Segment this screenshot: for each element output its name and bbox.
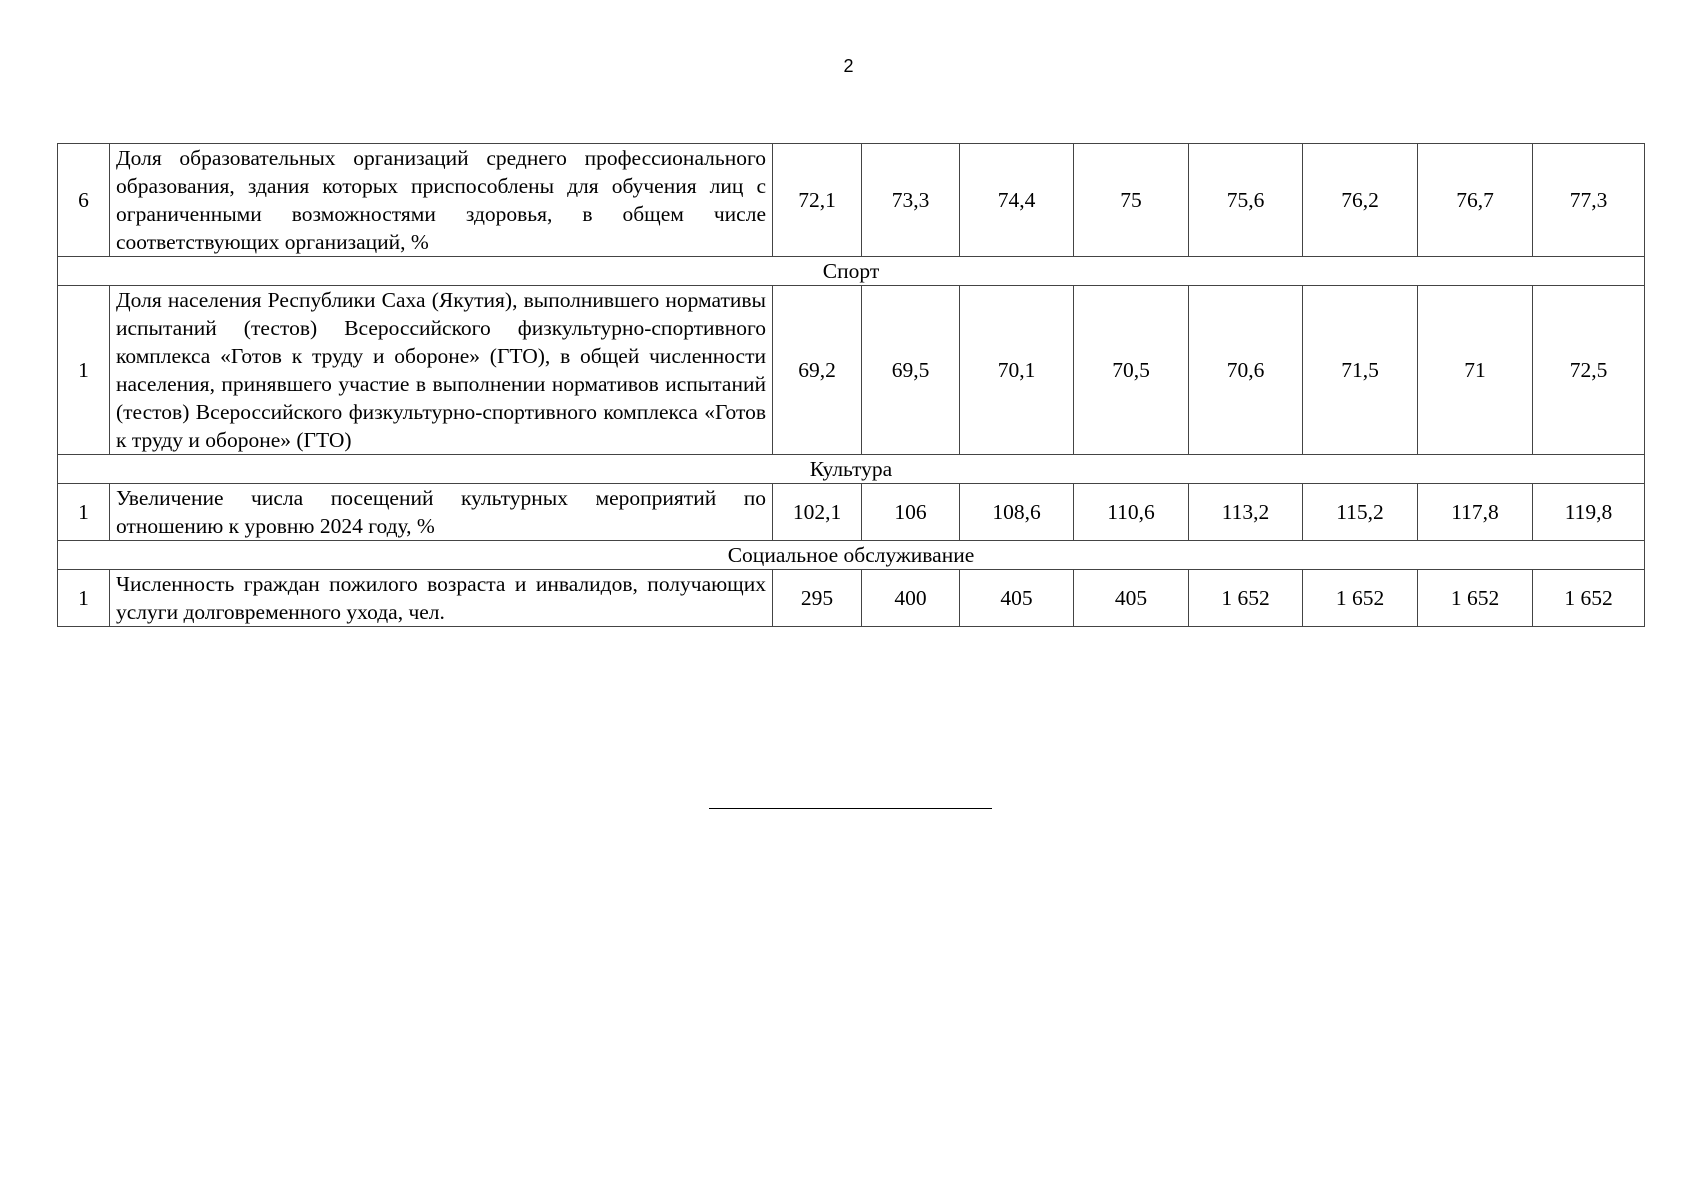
indicator-description: Увеличение числа посещений культурных мероприятий по отношению к уровню 2024 году, % xyxy=(110,484,773,541)
indicator-value: 70,6 xyxy=(1189,286,1303,455)
indicator-value: 73,3 xyxy=(862,144,960,257)
row-number: 1 xyxy=(58,484,110,541)
indicator-description: Доля населения Республики Саха (Якутия), выполнившего нормативы испытаний (тестов) Всероссийского физкультурно-спортивного комплекса «Готов к труду и обороне» (ГТО), в общей численности населения, принявшего участие в выполнении нормативов испытаний (тестов) Всероссийского физкультурно-спортивного комплекса «Готов к труду и обороне» (ГТО) xyxy=(110,286,773,455)
indicator-value: 119,8 xyxy=(1533,484,1645,541)
section-title: Культура xyxy=(58,455,1645,484)
section-row xyxy=(58,257,1645,286)
indicator-value: 295 xyxy=(773,570,862,627)
indicator-value: 77,3 xyxy=(1533,144,1645,257)
end-divider-line xyxy=(709,808,992,809)
indicator-value: 405 xyxy=(960,570,1074,627)
section-row xyxy=(58,455,1645,484)
indicator-value: 75 xyxy=(1074,144,1189,257)
indicator-value: 102,1 xyxy=(773,484,862,541)
indicator-value: 72,1 xyxy=(773,144,862,257)
indicator-value: 115,2 xyxy=(1303,484,1418,541)
row-number: 1 xyxy=(58,570,110,627)
indicator-value: 72,5 xyxy=(1533,286,1645,455)
indicator-value: 76,7 xyxy=(1418,144,1533,257)
indicator-value: 405 xyxy=(1074,570,1189,627)
indicator-value: 71,5 xyxy=(1303,286,1418,455)
indicator-value: 71 xyxy=(1418,286,1533,455)
table-row xyxy=(58,144,1645,257)
row-number: 6 xyxy=(58,144,110,257)
table-row xyxy=(58,570,1645,627)
indicator-value: 75,6 xyxy=(1189,144,1303,257)
section-row xyxy=(58,541,1645,570)
row-number: 1 xyxy=(58,286,110,455)
page-number: 2 xyxy=(843,56,854,76)
indicator-value: 108,6 xyxy=(960,484,1074,541)
indicator-value: 69,2 xyxy=(773,286,862,455)
indicator-description: Доля образовательных организаций среднего профессионального образования, здания которых приспособлены для обучения лиц с ограниченными возможностями здоровья, в общем числе соответствующих организаций, % xyxy=(110,144,773,257)
indicator-value: 113,2 xyxy=(1189,484,1303,541)
indicators-table xyxy=(57,143,1645,627)
indicator-value: 106 xyxy=(862,484,960,541)
indicator-value: 400 xyxy=(862,570,960,627)
indicator-description: Численность граждан пожилого возраста и инвалидов, получающих услуги долговременного ухода, чел. xyxy=(110,570,773,627)
indicator-value: 1 652 xyxy=(1533,570,1645,627)
table-row xyxy=(58,484,1645,541)
indicator-value: 110,6 xyxy=(1074,484,1189,541)
indicator-value: 1 652 xyxy=(1303,570,1418,627)
indicator-value: 70,5 xyxy=(1074,286,1189,455)
indicators-table-body xyxy=(58,144,1645,627)
indicator-value: 1 652 xyxy=(1418,570,1533,627)
indicator-value: 74,4 xyxy=(960,144,1074,257)
indicator-value: 76,2 xyxy=(1303,144,1418,257)
indicator-value: 69,5 xyxy=(862,286,960,455)
table-row xyxy=(58,286,1645,455)
section-title: Спорт xyxy=(58,257,1645,286)
section-title: Социальное обслуживание xyxy=(58,541,1645,570)
indicator-value: 70,1 xyxy=(960,286,1074,455)
indicator-value: 117,8 xyxy=(1418,484,1533,541)
indicator-value: 1 652 xyxy=(1189,570,1303,627)
